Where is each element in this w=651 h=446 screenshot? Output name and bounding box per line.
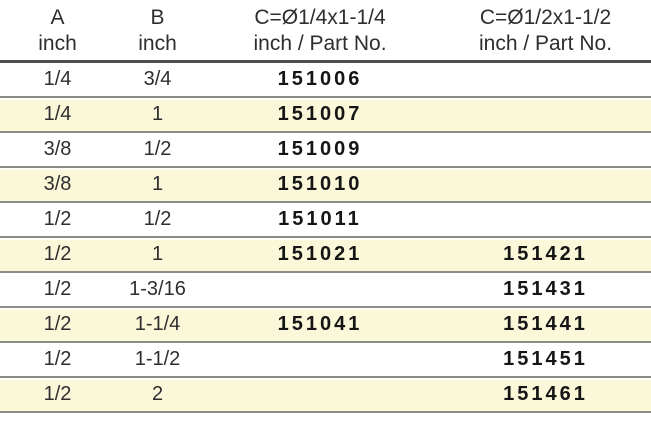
cell-part-no-quarter: 151010 — [200, 167, 440, 202]
cell-b: 3/4 — [115, 62, 200, 97]
cell-b: 1 — [115, 97, 200, 132]
header-cell-a-inch — [0, 0, 115, 62]
cell-a: 1/4 — [0, 62, 115, 97]
cell-a: 1/2 — [0, 307, 115, 342]
cell-a: 1/2 — [0, 202, 115, 237]
table-row — [0, 167, 651, 202]
header-b-label: B — [150, 6, 165, 29]
cell-b: 1-1/4 — [115, 307, 200, 342]
table-row — [0, 237, 651, 272]
header-c-quarter-unit: inch / Part No. — [253, 32, 387, 55]
cell-part-no-quarter: 151006 — [200, 62, 440, 97]
cell-a: 3/8 — [0, 132, 115, 167]
header-c-quarter-label: C=Ø1/4x1-1/4 — [254, 6, 386, 29]
cell-part-no-half: 151431 — [440, 272, 651, 307]
cell-part-no-half — [440, 202, 651, 237]
cell-part-no-half — [440, 62, 651, 97]
cell-b: 2 — [115, 377, 200, 412]
table-row — [0, 62, 651, 97]
cell-part-no-quarter: 151011 — [200, 202, 440, 237]
table-row — [0, 272, 651, 307]
cell-part-no-half — [440, 132, 651, 167]
header-cell-b-inch — [115, 0, 200, 62]
cell-part-no-half — [440, 97, 651, 132]
table-header — [0, 0, 651, 62]
table-row — [0, 202, 651, 237]
cell-a: 3/8 — [0, 167, 115, 202]
cell-b: 1 — [115, 167, 200, 202]
cell-part-no-quarter: 151041 — [200, 307, 440, 342]
cell-b: 1/2 — [115, 202, 200, 237]
cell-part-no-quarter — [200, 377, 440, 412]
cell-part-no-quarter — [200, 272, 440, 307]
cell-b: 1 — [115, 237, 200, 272]
cell-part-no-quarter — [200, 342, 440, 377]
cell-a: 1/2 — [0, 342, 115, 377]
table-body — [0, 62, 651, 412]
header-a-unit: inch — [38, 32, 77, 55]
header-row — [0, 0, 651, 62]
table-row — [0, 132, 651, 167]
cell-part-no-half: 151441 — [440, 307, 651, 342]
header-cell-c-half — [440, 0, 651, 62]
header-c-half-label: C=Ø1/2x1-1/2 — [479, 6, 612, 29]
cell-b: 1-1/2 — [115, 342, 200, 377]
header-a-label: A — [50, 6, 65, 29]
cell-a: 1/2 — [0, 237, 115, 272]
cell-b: 1-3/16 — [115, 272, 200, 307]
table-row — [0, 342, 651, 377]
cell-b: 1/2 — [115, 132, 200, 167]
cell-part-no-half: 151451 — [440, 342, 651, 377]
cell-a: 1/4 — [0, 97, 115, 132]
cell-a: 1/2 — [0, 272, 115, 307]
table-row — [0, 377, 651, 412]
cell-part-no-quarter: 151009 — [200, 132, 440, 167]
cell-part-no-half: 151461 — [440, 377, 651, 412]
table-row — [0, 97, 651, 132]
cell-part-no-quarter: 151007 — [200, 97, 440, 132]
table-row — [0, 307, 651, 342]
cell-a: 1/2 — [0, 377, 115, 412]
cell-part-no-half — [440, 167, 651, 202]
header-b-unit: inch — [138, 32, 177, 55]
cell-part-no-quarter: 151021 — [200, 237, 440, 272]
cell-part-no-half: 151421 — [440, 237, 651, 272]
header-c-half-unit: inch / Part No. — [478, 32, 613, 55]
header-cell-c-quarter — [200, 0, 440, 62]
